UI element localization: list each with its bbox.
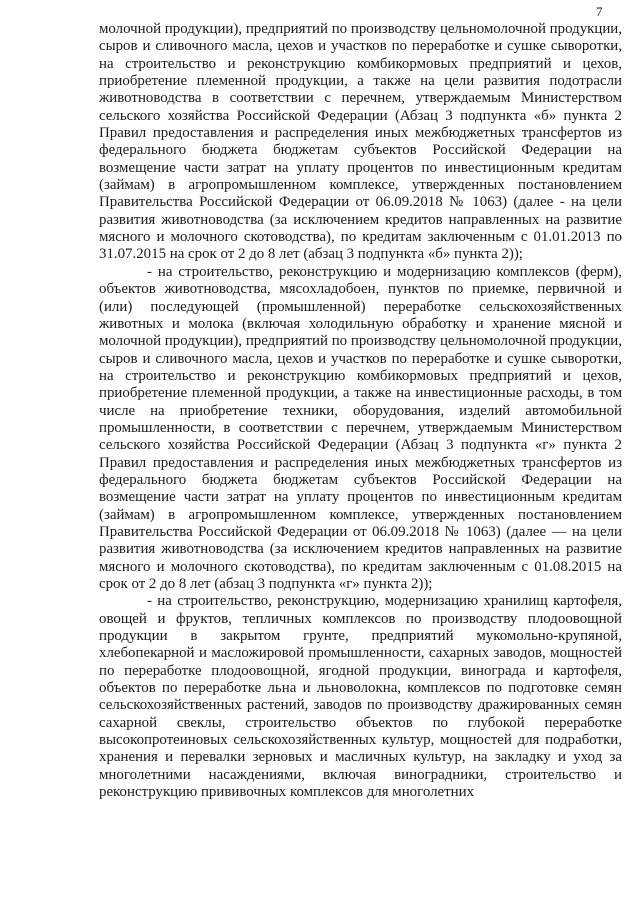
document-body <box>99 21 622 801</box>
paragraph-storage-and-processing: - на строительство, реконструкцию, модернизацию хранилищ картофеля, овощей и фруктов, тепличных комплексов по производству плодоовощной продукции в закрытом грунте, предприятий мукомольно-крупяной, хлебопекарной и масложировой промышленности, сахарных заводов, мощностей по переработке плодоовощной, ягодной продукции, винограда и картофеля, объектов по переработке льна и льноволокна, комплексов по подготовке семян сельскохозяйственных растений, заводов по производству дражированных семян сахарной свеклы, строительство объектов по глубокой переработке высокопротеиновых сельскохозяйственных культур, мощностей для подработки, хранения и перевалки зерновых и масличных культур, на закладку и уход за многолетними насаждениями, включая виноградники, строительство и реконструкцию прививочных комплексов для многолетних <box>99 593 622 801</box>
page-number: 7 <box>596 4 603 19</box>
paragraph-livestock-investments: - на строительство, реконструкцию и модернизацию комплексов (ферм), объектов животноводства, мясохладобоен, пунктов по приемке, первичной и (или) последующей (промышленной) переработке сельскохозяйственных животных и молока (включая холодильную обработку и хранение мясной и молочной продукции), предприятий по производству цельномолочной продукции, сыров и сливочного масла, цехов и участков по переработке и сушке сыворотки, на строительство и реконструкцию комбикормовых предприятий и цехов, приобретение племенной продукции, а также на инвестиционные расходы, в том числе на приобретение техники, оборудования, изделий автомобильной промышленности, в соответствии с перечнем, утверждаемым Министерством сельского хозяйства Российской Федерации (Абзац 3 подпункта «г» пункта 2 Правил предоставления и распределения иных межбюджетных трансфертов из федерального бюджета бюджетам субъектов Российской Федерации на возмещение части затрат на уплату процентов по инвестиционным кредитам (займам) в агропромышленном комплексе, утвержденных постановлением Правительства Российской Федерации от 06.09.2018 № 1063) (далее — на цели развития животноводства (за исключением кредитов направленных на развитие мясного и молочного скотоводства), по кредитам заключенным с 01.08.2015 на срок от 2 до 8 лет (абзац 3 подпункта «г» пункта 2)); <box>99 263 622 592</box>
paragraph-continuation: молочной продукции), предприятий по производству цельномолочной продукции, сыров и сливочного масла, цехов и участков по переработке и сушке сыворотки, на строительство и реконструкцию комбикормовых предприятий и цехов, приобретение племенной продукции, а также на цели развития подотрасли животноводства в соответствии с перечнем, утверждаемым Министерством сельского хозяйства Российской Федерации (Абзац 3 подпункта «б» пункта 2 Правил предоставления и распределения иных межбюджетных трансфертов из федерального бюджета бюджетам субъектов Российской Федерации на возмещение части затрат на уплату процентов по инвестиционным кредитам (займам) в агропромышленном комплексе, утвержденных постановлением Правительства Российской Федерации от 06.09.2018 № 1063) (далее - на цели развития животноводства (за исключением кредитов направленных на развитие мясного и молочного скотоводства), по кредитам заключенным с 01.01.2013 по 31.07.2015 на срок от 2 до 8 лет (абзац 3 подпункта «б» пункта 2)); <box>99 21 622 263</box>
